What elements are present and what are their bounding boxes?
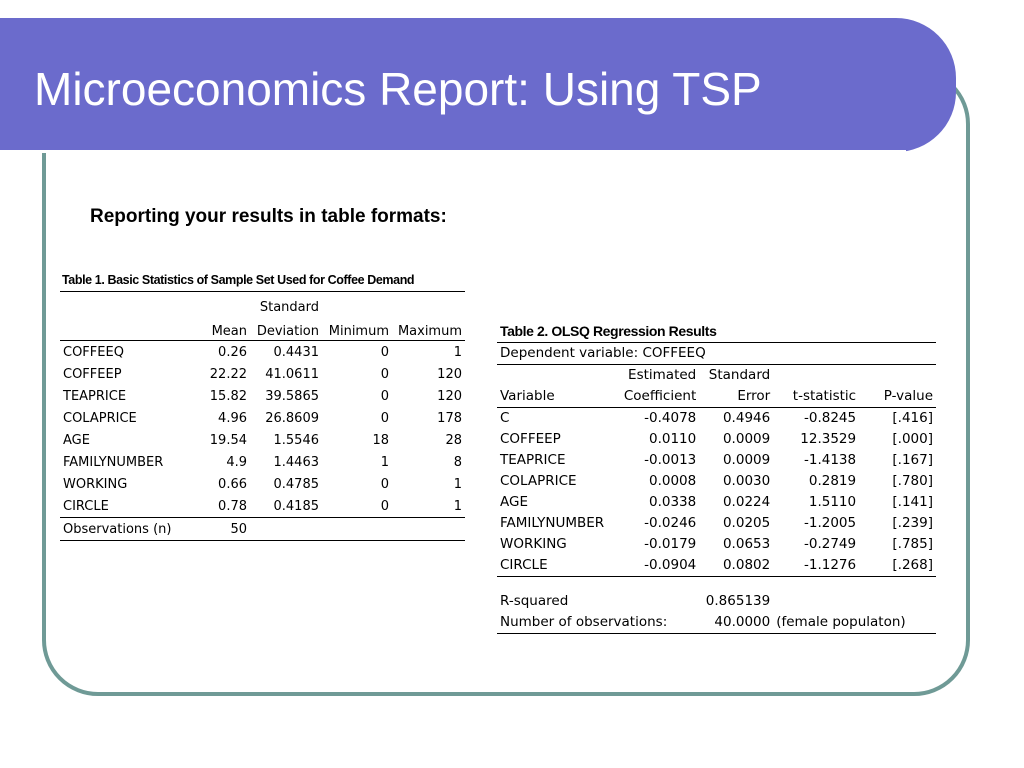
regression-value: 0.0205: [722, 514, 771, 531]
variable-name: WORKING: [63, 476, 128, 492]
empty-cell: [497, 577, 936, 592]
regression-results-table: [497, 342, 936, 634]
stat-value: 22.22: [209, 366, 247, 382]
variable-name: COFFEEQ: [63, 344, 124, 360]
table-row: [60, 363, 465, 385]
table2-header-cell: Variable: [497, 386, 621, 408]
slide-title: Microeconomics Report: Using TSP: [34, 63, 762, 115]
observations-label: Number of observations:: [497, 612, 699, 634]
regression-value: 0.0030: [722, 472, 771, 489]
stat-value: 26.8609: [265, 410, 319, 426]
regression-value: 0.0009: [722, 451, 771, 468]
table2-header: [497, 386, 936, 408]
variable-name: TEAPRICE: [500, 451, 566, 468]
table-row: [497, 555, 936, 577]
regression-value: [.268]: [859, 555, 936, 577]
stat-value: 1: [453, 476, 462, 492]
regression-value: -0.8245: [804, 409, 857, 426]
variable-name: COFFEEP: [500, 430, 561, 447]
stat-value: 0: [380, 344, 389, 360]
stat-value: 0.66: [218, 476, 247, 492]
table-row: [60, 341, 465, 364]
stat-value: 0: [380, 366, 389, 382]
regression-value: [.416]: [892, 409, 933, 426]
table1-caption: Table 1. Basic Statistics of Sample Set Used for Coffee Demand: [62, 273, 415, 287]
table1-header-top-cell: [392, 292, 465, 317]
regression-value: 12.3529: [800, 430, 857, 447]
table2-header-top: [497, 365, 936, 387]
variable-name: C: [500, 409, 510, 426]
table-row: [497, 408, 936, 430]
table-row: [497, 492, 936, 513]
table-row: [497, 534, 936, 555]
slide-subtitle: Reporting your results in table formats:: [90, 206, 447, 227]
regression-value: [.785]: [892, 535, 933, 552]
table1-header-top-cell: Standard: [250, 292, 322, 317]
table-row: [497, 450, 936, 471]
stat-value: 0: [380, 476, 389, 492]
regression-value: -0.0179: [644, 535, 697, 552]
variable-name: AGE: [500, 493, 528, 510]
table-row: [60, 451, 465, 473]
stat-value: 0: [380, 388, 389, 404]
stat-value: 0.78: [178, 495, 250, 518]
table2-caption: Table 2. OLSQ Regression Results: [500, 323, 717, 339]
stat-value: 4.96: [218, 410, 247, 426]
regression-value: -1.1276: [773, 555, 859, 577]
table2-spacer-row: [497, 577, 936, 592]
table1-header-top-cell: [178, 292, 250, 317]
stat-value: 1: [392, 495, 465, 518]
table1-header-cell: Deviation: [250, 316, 322, 341]
regression-value: 0.0008: [649, 472, 697, 489]
variable-name: AGE: [63, 432, 90, 448]
table2-observations-row: [497, 612, 936, 634]
stat-value: 0: [380, 410, 389, 426]
regression-value: -1.4138: [804, 451, 857, 468]
table-row: [60, 385, 465, 407]
regression-value: -1.2005: [804, 514, 857, 531]
stat-value: 0: [322, 495, 392, 518]
table2-header-cell: Coefficient: [621, 386, 699, 408]
table-row: [497, 513, 936, 534]
table1-header-top-cell: [322, 292, 392, 317]
regression-value: 0.2819: [808, 472, 857, 489]
variable-name: COFFEEP: [63, 366, 122, 382]
table2-header-top-cell: Standard: [708, 366, 771, 383]
stat-value: 0.26: [218, 344, 247, 360]
variable-name: FAMILYNUMBER: [63, 454, 164, 470]
table-row: [497, 471, 936, 492]
regression-value: [.000]: [892, 430, 933, 447]
stat-value: 19.54: [209, 432, 247, 448]
table2-header-cell: t-statistic: [773, 386, 859, 408]
observations-value: 40.0000: [699, 612, 773, 634]
empty-cell: [859, 591, 936, 612]
regression-value: 0.0110: [649, 430, 697, 447]
empty-cell: [250, 518, 322, 541]
empty-cell: [392, 518, 465, 541]
variable-name: COLAPRICE: [63, 410, 137, 426]
table1-header-cell: Mean: [178, 316, 250, 341]
stat-value: 1: [380, 454, 389, 470]
stat-value: 1.4463: [273, 454, 319, 470]
rsquared-label: R-squared: [500, 592, 569, 609]
regression-value: [.141]: [892, 493, 933, 510]
variable-name: FAMILYNUMBER: [500, 514, 605, 531]
table1-header-cell: Minimum: [322, 316, 392, 341]
regression-value: [.167]: [892, 451, 933, 468]
table2-header-cell: P-value: [859, 386, 936, 408]
title-underline: [0, 150, 906, 153]
table1-observations-row: [60, 518, 465, 541]
stat-value: 0.4185: [250, 495, 322, 518]
regression-value: -0.0013: [644, 451, 697, 468]
table2-dependent-row: [497, 343, 936, 365]
stat-value: 4.9: [226, 454, 247, 470]
variable-name: WORKING: [500, 535, 567, 552]
regression-value: 0.0653: [722, 535, 771, 552]
stat-value: 1.5546: [273, 432, 319, 448]
basic-statistics-table: [60, 291, 465, 541]
table-row: [60, 495, 465, 518]
stat-value: 120: [437, 388, 462, 404]
table-row: [60, 429, 465, 451]
variable-name: COLAPRICE: [500, 472, 577, 489]
stat-value: 28: [445, 432, 462, 448]
table1-header-top: [60, 292, 465, 317]
dependent-variable-label: Dependent variable: COFFEEQ: [497, 343, 936, 365]
stat-value: 0.4431: [273, 344, 319, 360]
regression-value: 0.0802: [699, 555, 773, 577]
variable-name: TEAPRICE: [63, 388, 127, 404]
table1-header-cell: [60, 316, 178, 341]
regression-value: 0.0224: [722, 493, 771, 510]
stat-value: 8: [453, 454, 462, 470]
observations-value: 50: [178, 518, 250, 541]
table2-header-top-cell: Estimated: [628, 366, 697, 383]
observations-note: (female populaton): [773, 612, 936, 634]
table-row: [60, 473, 465, 495]
observations-label: Observations (n): [60, 518, 178, 541]
table2-header-top-cell: [859, 365, 936, 387]
stat-value: 0.4785: [273, 476, 319, 492]
title-bar: [0, 18, 956, 152]
rsquared-value: 0.865139: [705, 592, 771, 609]
table1-header: [60, 316, 465, 341]
regression-value: [.780]: [892, 472, 933, 489]
empty-cell: [322, 518, 392, 541]
empty-cell: [773, 591, 859, 612]
table1-header-top-cell: [60, 292, 178, 317]
table2-header-top-cell: [497, 365, 621, 387]
table2-header-cell: Error: [699, 386, 773, 408]
stat-value: 39.5865: [265, 388, 319, 404]
table-row: [60, 407, 465, 429]
stat-value: 1: [453, 344, 462, 360]
variable-name: CIRCLE: [60, 495, 178, 518]
regression-value: 0.0338: [649, 493, 697, 510]
regression-value: -0.0904: [621, 555, 699, 577]
regression-value: -0.2749: [804, 535, 857, 552]
stat-value: 41.0611: [265, 366, 319, 382]
stat-value: 120: [437, 366, 462, 382]
table-row: [497, 429, 936, 450]
variable-name: CIRCLE: [497, 555, 621, 577]
stat-value: 15.82: [209, 388, 247, 404]
regression-value: -0.4078: [644, 409, 697, 426]
table1-header-cell: Maximum: [392, 316, 465, 341]
regression-value: -0.0246: [644, 514, 697, 531]
regression-value: 1.5110: [808, 493, 857, 510]
table2-rsquared-row: [497, 591, 936, 612]
regression-value: 0.0009: [722, 430, 771, 447]
stat-value: 18: [372, 432, 389, 448]
stat-value: 178: [437, 410, 462, 426]
regression-value: 0.4946: [722, 409, 771, 426]
table2-header-top-cell: [773, 365, 859, 387]
regression-value: [.239]: [892, 514, 933, 531]
